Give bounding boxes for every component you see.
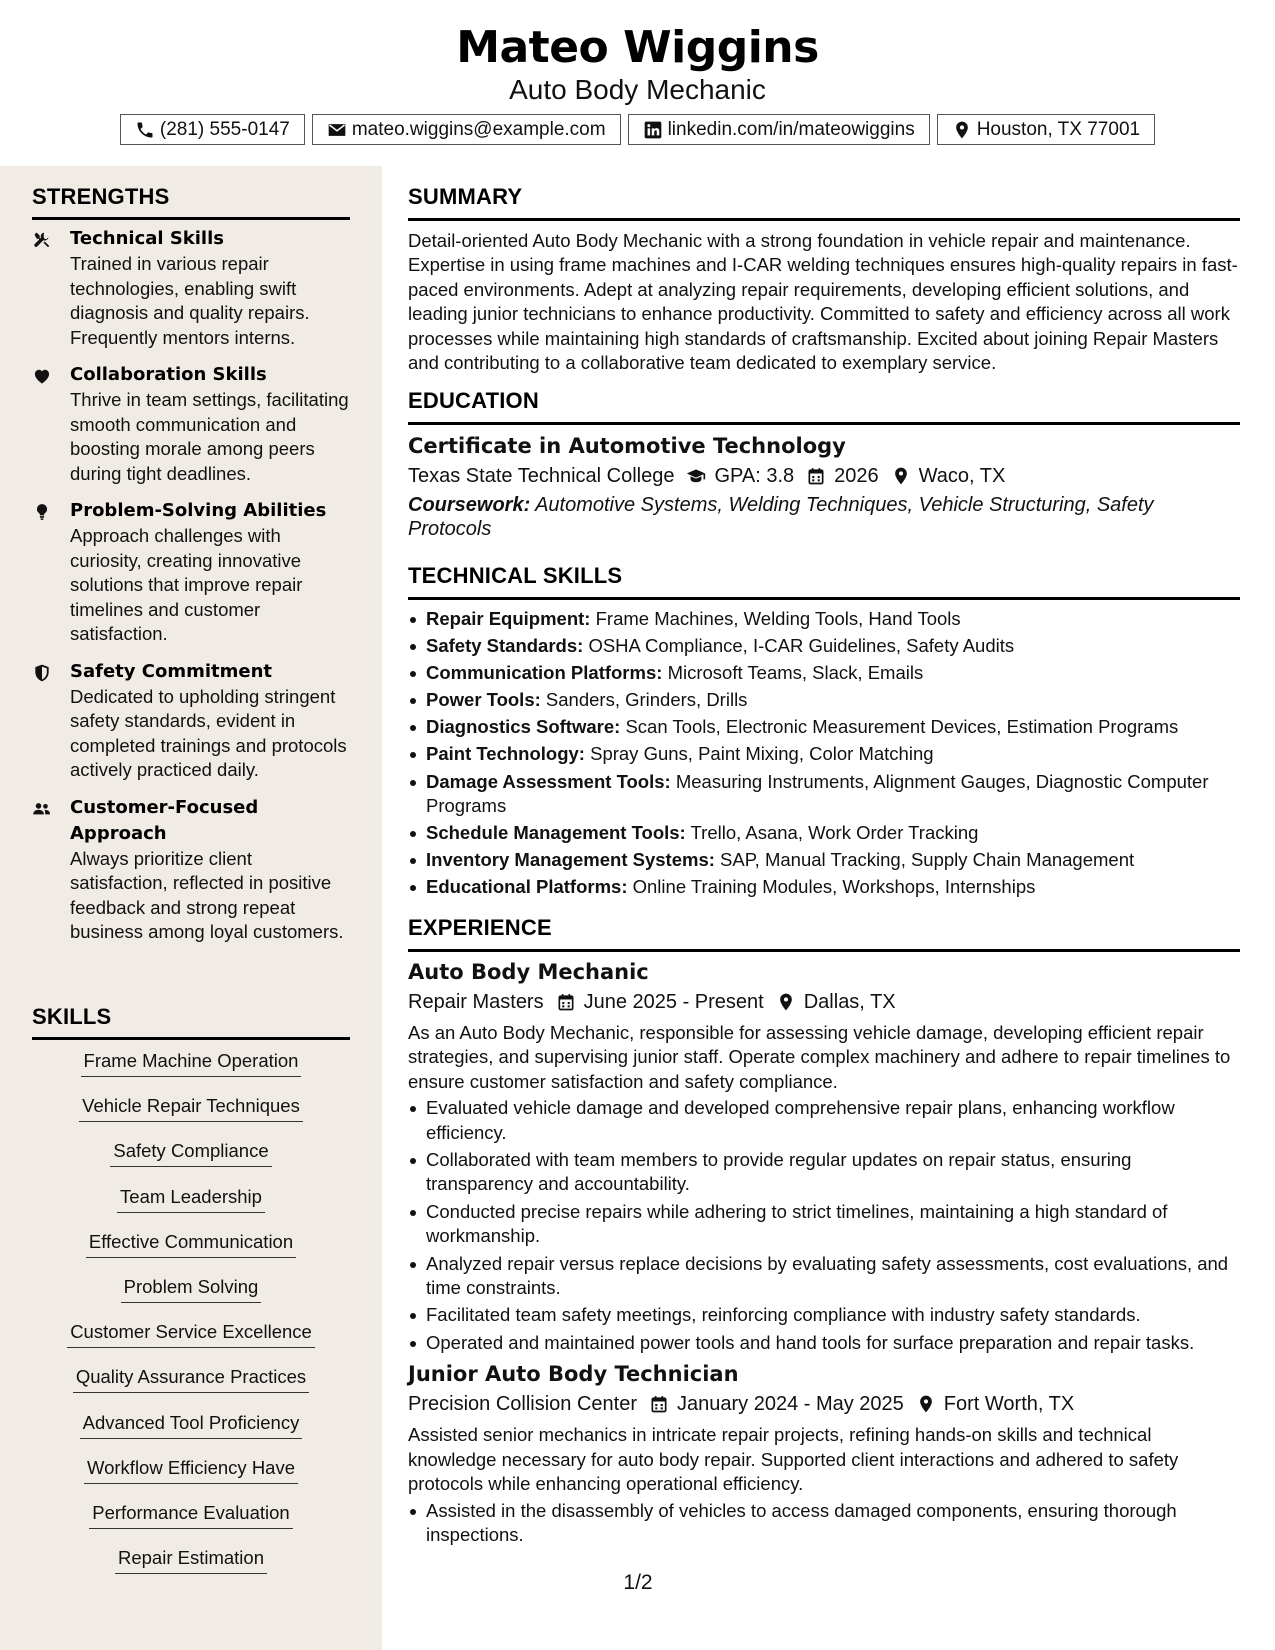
list-item [408, 661, 1240, 685]
calendar-icon [649, 1394, 669, 1414]
school-name: Texas State Technical College [408, 465, 675, 487]
calendar-icon [556, 992, 576, 1012]
skill-category: Damage Assessment Tools: [426, 770, 671, 792]
job-summary: As an Auto Body Mechanic, responsible for assessing vehicle damage, developing efficient repair strategies, and supervising junior staff. Operate complex machinery and adhere to repair timelines to ensure customer satisfaction and safety compliance. [408, 1022, 1231, 1092]
skill-category: Schedule Management Tools: [426, 822, 686, 844]
summary-section [408, 183, 1240, 375]
skills-title: SKILLS [32, 1004, 112, 1029]
strength-item [32, 226, 352, 350]
strength-item [32, 659, 352, 783]
skill-category: Repair Equipment: [426, 608, 591, 629]
skill-item [32, 1319, 350, 1364]
job-location: Dallas, TX [803, 991, 896, 1013]
list-item [408, 715, 1240, 739]
envelope-icon [327, 120, 347, 140]
strength-desc: Always prioritize client satisfaction, reflected in positive feedback and strong repeat business among loyal customers. [70, 847, 344, 942]
strengths-title: STRENGTHS [32, 184, 170, 209]
section-divider [32, 1037, 350, 1040]
skill-item [32, 1364, 350, 1409]
job-title: Auto Body Mechanic [408, 960, 649, 984]
job-dates: January 2024 - May 2025 [676, 1393, 904, 1416]
list-item: Assisted in the disassembly of vehicles to access damaged components, ensuring thorough inspections. [408, 1499, 1240, 1548]
skill-item [32, 1274, 350, 1319]
skills-list [32, 1048, 350, 1590]
skills-heading [32, 1003, 350, 1040]
graduation-year: 2026 [834, 465, 879, 487]
skill-values: OSHA Compliance, I-CAR Guidelines, Safety Audits [588, 635, 1015, 657]
skill-item [32, 1093, 350, 1138]
resume-header [0, 0, 1275, 166]
skill-label: Vehicle Repair Techniques [79, 1093, 303, 1122]
calendar-icon [806, 466, 826, 486]
job-bullets [408, 1499, 1240, 1548]
strength-desc: Dedicated to upholding stringent safety standards, evident in completed trainings and protocols actively practiced daily. [70, 685, 347, 780]
skill-values: Trello, Asana, Work Order Tracking [690, 822, 979, 844]
degree-title: Certificate in Automotive Technology [408, 434, 846, 458]
heart-icon [32, 366, 52, 386]
lightbulb-icon [32, 502, 52, 522]
skill-values: Measuring Instruments, Alignment Gauges, Diagnostic Computer Programs [426, 770, 1209, 816]
strength-item [32, 362, 352, 486]
gpa: GPA: 3.8 [714, 465, 795, 487]
strength-desc: Approach challenges with curiosity, creating innovative solutions that improve repair timelines and customer satisfaction. [70, 525, 303, 644]
list-item: Evaluated vehicle damage and developed comprehensive repair plans, enhancing workflow efficiency. [408, 1096, 1240, 1145]
contact-linkedin-text: linkedin.com/in/mateowiggins [667, 118, 915, 140]
contact-phone-text: (281) 555-0147 [159, 118, 290, 140]
skill-item [32, 1500, 350, 1545]
map-pin-icon [891, 466, 911, 486]
job-meta [408, 987, 1240, 1017]
skill-label: Problem Solving [121, 1274, 262, 1303]
skill-item [32, 1545, 350, 1590]
skill-category: Educational Platforms: [426, 876, 628, 898]
company-name: Precision Collision Center [408, 1393, 637, 1416]
map-pin-icon [916, 1394, 936, 1414]
tools-icon [32, 230, 52, 250]
users-icon [32, 799, 52, 819]
section-divider [408, 949, 1240, 952]
skill-label: Safety Compliance [110, 1138, 271, 1167]
list-item [408, 634, 1240, 658]
contact-bar [0, 114, 1275, 145]
technical-skills-list [408, 607, 1240, 900]
skill-category: Inventory Management Systems: [426, 849, 715, 871]
list-item: Conducted precise repairs while adhering to strict timelines, maintaining a high standard of workmanship. [408, 1200, 1240, 1249]
school-location: Waco, TX [918, 465, 1006, 487]
linkedin-icon [643, 120, 663, 140]
job-location: Fort Worth, TX [943, 1393, 1075, 1416]
technical-skills-section [408, 562, 1240, 902]
skill-values: Microsoft Teams, Slack, Emails [667, 662, 924, 684]
list-item [408, 607, 1240, 631]
graduation-cap-icon [686, 466, 706, 486]
experience-title: EXPERIENCE [408, 915, 552, 940]
summary-title: SUMMARY [408, 184, 523, 209]
skill-item [32, 1410, 350, 1455]
skill-values: SAP, Manual Tracking, Supply Chain Management [720, 849, 1135, 871]
job-summary: Assisted senior mechanics in intricate repair projects, refining hands-on skills and technical knowledge necessary for auto body repair. Supported client interactions and adhered to safety protocols while enhancing operational efficiency. [408, 1424, 1179, 1495]
skill-values: Frame Machines, Welding Tools, Hand Tools [595, 608, 961, 629]
education-meta [408, 461, 1240, 491]
skill-label: Frame Machine Operation [81, 1048, 302, 1077]
strength-title: Technical Skills [70, 228, 224, 249]
skill-category: Diagnostics Software: [426, 716, 621, 738]
skill-category: Communication Platforms: [426, 662, 663, 684]
strength-title: Safety Commitment [70, 660, 272, 682]
job-meta [408, 1389, 1240, 1419]
coursework [408, 493, 1240, 541]
technical-skills-title: TECHNICAL SKILLS [408, 563, 623, 588]
strengths-heading [32, 183, 350, 220]
skill-values: Scan Tools, Electronic Measurement Devices, Estimation Programs [625, 716, 1179, 738]
section-divider [408, 422, 1240, 425]
skill-label: Repair Estimation [115, 1545, 267, 1574]
list-item [408, 848, 1240, 872]
skill-values: Sanders, Grinders, Drills [545, 689, 748, 711]
contact-email-text: mateo.wiggins@example.com [351, 118, 606, 140]
list-item: Operated and maintained power tools and hand tools for surface preparation and repair tasks. [408, 1331, 1240, 1355]
contact-location[interactable] [937, 114, 1155, 145]
skill-label: Team Leadership [117, 1184, 265, 1213]
strength-item [32, 498, 352, 647]
job-title: Junior Auto Body Technician [408, 1362, 739, 1387]
skill-item [32, 1229, 350, 1274]
summary-text: Detail-oriented Auto Body Mechanic with a strong foundation in vehicle repair and maintenance. Expertise in using frame machines and I-CAR welding techniques ensures high-quality repairs in fast-paced environments. Adept at analyzing repair requirements, developing efficient solutions, and leading junior technicians to enhance productivity. Committed to safety and efficiency across all work processes while maintaining high standards of craftsmanship. Excited about joining Repair Masters and contributing to a collaborative team dedicated to exemplary service. [408, 230, 1238, 374]
strength-title: Collaboration Skills [70, 364, 267, 385]
job-entry [408, 957, 1240, 1355]
skill-item [32, 1048, 350, 1093]
contact-phone[interactable] [120, 114, 305, 145]
list-item [408, 742, 1240, 766]
strength-title: Problem-Solving Abilities [70, 500, 327, 521]
skill-values: Spray Guns, Paint Mixing, Color Matching [590, 743, 934, 765]
map-pin-icon [776, 992, 796, 1012]
contact-location-text: Houston, TX 77001 [976, 118, 1141, 140]
education-title: EDUCATION [408, 388, 539, 413]
job-bullets [408, 1096, 1240, 1355]
section-divider [408, 597, 1240, 600]
phone-icon [135, 120, 155, 140]
strength-desc: Trained in various repair technologies, enabling swift diagnosis and quality repairs. Frequently mentors interns. [70, 253, 310, 348]
job-entry [408, 1359, 1240, 1547]
shield-icon [32, 663, 52, 683]
coursework-label: Coursework: [408, 494, 531, 516]
list-item: Analyzed repair versus replace decisions by evaluating safety assessments, cost evaluations, and time constraints. [408, 1252, 1240, 1301]
skill-values: Online Training Modules, Workshops, Internships [632, 876, 1036, 898]
education-section [408, 387, 1240, 541]
contact-email[interactable] [312, 114, 621, 145]
skill-label: Workflow Efficiency Have [84, 1455, 298, 1484]
strength-title: Customer-Focused Approach [70, 796, 259, 844]
skill-category: Paint Technology: [426, 743, 585, 765]
candidate-role: Auto Body Mechanic [509, 74, 766, 105]
skill-label: Advanced Tool Proficiency [80, 1410, 303, 1439]
skill-label: Performance Evaluation [89, 1500, 292, 1529]
strengths-list [32, 226, 352, 957]
skill-item [32, 1455, 350, 1500]
section-divider [32, 217, 350, 220]
skill-label: Customer Service Excellence [67, 1319, 315, 1348]
experience-section [408, 914, 1240, 1550]
skill-item [32, 1138, 350, 1183]
skill-label: Effective Communication [86, 1229, 296, 1258]
list-item [408, 875, 1240, 899]
contact-linkedin[interactable] [628, 114, 930, 145]
map-pin-icon [952, 120, 972, 140]
list-item: Collaborated with team members to provide regular updates on repair status, ensuring transparency and accountability. [408, 1148, 1240, 1197]
strength-desc: Thrive in team settings, facilitating smooth communication and boosting morale among peers during tight deadlines. [70, 389, 349, 484]
list-item [408, 821, 1240, 845]
skill-category: Safety Standards: [426, 635, 584, 657]
coursework-list: Automotive Systems, Welding Techniques, Vehicle Structuring, Safety Protocols [408, 494, 1154, 540]
section-divider [408, 218, 1240, 221]
skill-category: Power Tools: [426, 689, 541, 711]
job-dates: June 2025 - Present [583, 991, 764, 1013]
page-number: 1/2 [623, 1571, 653, 1594]
list-item [408, 770, 1240, 819]
company-name: Repair Masters [408, 991, 544, 1013]
list-item [408, 688, 1240, 712]
skill-item [32, 1184, 350, 1229]
candidate-name: Mateo Wiggins [456, 22, 819, 73]
list-item: Facilitated team safety meetings, reinforcing compliance with industry safety standards. [408, 1303, 1240, 1327]
strength-item [32, 795, 352, 945]
skill-label: Quality Assurance Practices [73, 1364, 309, 1393]
